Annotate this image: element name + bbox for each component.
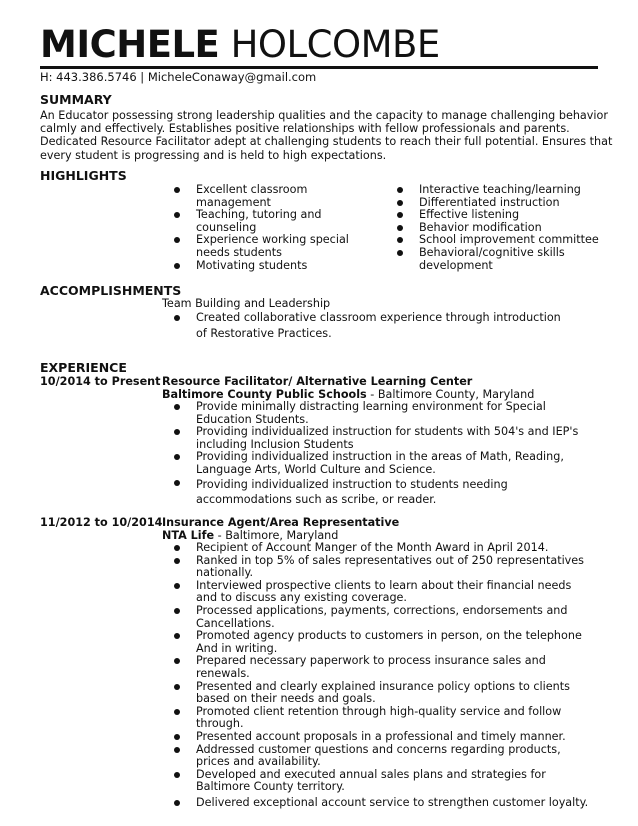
list-item: Created collaborative classroom experience through introduction of Restorative Practices. xyxy=(172,310,572,342)
list-item: Promoted agency products to customers in person, on the telephone And in writing. xyxy=(172,630,592,655)
job-title: Resource Facilitator/ Alternative Learning Center xyxy=(162,375,473,388)
bullet-icon xyxy=(174,747,180,753)
list-item: Interviewed prospective clients to learn about their financial needs and to discuss any existing coverage. xyxy=(172,580,592,605)
bullet-icon xyxy=(174,583,180,589)
list-item: Developed and executed annual sales plans and strategies for Baltimore County territory. xyxy=(172,769,592,794)
bullet-icon xyxy=(397,200,403,206)
bullet-icon xyxy=(174,187,180,193)
candidate-name xyxy=(40,24,440,66)
bullet-icon xyxy=(174,709,180,715)
bullet-icon xyxy=(174,633,180,639)
list-item: Presented and clearly explained insurance policy options to clients based on their needs and goals. xyxy=(172,681,592,706)
accomplishments-list xyxy=(172,310,572,342)
bullet-icon xyxy=(174,684,180,690)
job-duties-list xyxy=(172,542,592,809)
summary-line: calmly and effectively. Establishes positive relationships with fellow professionals and parents. xyxy=(40,122,570,136)
list-item: Recipient of Account Manger of the Month Award in April 2014. xyxy=(172,542,592,555)
bullet-icon xyxy=(174,558,180,564)
list-item: Providing individualized instruction to students needing accommodations such as scribe, or reader. xyxy=(172,477,592,507)
accomplishments-heading: ACCOMPLISHMENTS xyxy=(40,283,182,298)
bullet-icon xyxy=(174,545,180,551)
list-item: Differentiated instruction xyxy=(395,197,605,210)
bullet-icon xyxy=(397,225,403,231)
list-item: School improvement committee xyxy=(395,234,605,247)
bullet-icon xyxy=(174,212,180,218)
list-item: Addressed customer questions and concerns regarding products, prices and availability. xyxy=(172,744,592,769)
bullet-icon xyxy=(397,212,403,218)
summary-text xyxy=(40,109,613,162)
list-item: Presented account proposals in a professional and timely manner. xyxy=(172,731,592,744)
bullet-icon xyxy=(174,480,180,486)
highlights-list-right xyxy=(395,184,605,272)
summary-line: every student is progressing and is held to high expectations. xyxy=(40,148,387,162)
list-item: Teaching, tutoring and counseling xyxy=(172,209,372,234)
highlights-heading: HIGHLIGHTS xyxy=(40,168,127,183)
bullet-icon xyxy=(174,429,180,435)
job-dates: 10/2014 to Present xyxy=(40,375,161,388)
list-item: Providing individualized instruction for students with 504's and IEP's including Inclusion Students xyxy=(172,426,592,451)
list-item: Provide minimally distracting learning environment for Special Education Students. xyxy=(172,401,592,426)
bullet-icon xyxy=(174,263,180,269)
list-item: Interactive teaching/learning xyxy=(395,184,605,197)
list-item: Processed applications, payments, corrections, endorsements and Cancellations. xyxy=(172,605,592,630)
accomplishments-subheading: Team Building and Leadership xyxy=(162,297,331,310)
bullet-icon xyxy=(174,658,180,664)
list-item: Effective listening xyxy=(395,209,605,222)
list-item: Excellent classroom management xyxy=(172,184,372,209)
list-item: Delivered exceptional account service to strengthen customer loyalty. xyxy=(172,797,592,810)
job-title: Insurance Agent/Area Representative xyxy=(162,516,400,529)
first-name: MICHELE xyxy=(40,23,220,66)
job-duties-list xyxy=(172,401,592,507)
list-item: Providing individualized instruction in the areas of Math, Reading, Language Arts, World Culture and Science. xyxy=(172,451,592,476)
job-employer: NTA Life - Baltimore, Maryland xyxy=(162,529,339,542)
job-dates: 11/2012 to 10/2014 xyxy=(40,516,163,529)
job-employer: Baltimore County Public Schools - Baltimore County, Maryland xyxy=(162,388,535,401)
bullet-icon xyxy=(174,454,180,460)
bullet-icon xyxy=(174,608,180,614)
bullet-icon xyxy=(174,315,180,321)
bullet-icon xyxy=(174,404,180,410)
list-item: Promoted client retention through high-quality service and follow through. xyxy=(172,706,592,731)
bullet-icon xyxy=(174,800,180,806)
bullet-icon xyxy=(174,772,180,778)
bullet-icon xyxy=(397,187,403,193)
list-item: Experience working special needs students xyxy=(172,234,372,259)
list-item: Behavioral/cognitive skills development xyxy=(395,247,605,272)
bullet-icon xyxy=(174,734,180,740)
list-item: Ranked in top 5% of sales representatives out of 250 representatives nationally. xyxy=(172,555,592,580)
summary-line: An Educator possessing strong leadership qualities and the capacity to manage challenging behavior xyxy=(40,109,608,122)
last-name: HOLCOMBE xyxy=(230,23,440,66)
list-item: Prepared necessary paperwork to process insurance sales and renewals. xyxy=(172,655,592,680)
bullet-icon xyxy=(397,237,403,243)
bullet-icon xyxy=(174,237,180,243)
summary-heading: SUMMARY xyxy=(40,92,112,107)
highlights-list-left xyxy=(172,184,372,272)
experience-heading: EXPERIENCE xyxy=(40,360,127,375)
contact-info: H: 443.386.5746 | MicheleConaway@gmail.com xyxy=(40,70,317,84)
list-item: Behavior modification xyxy=(395,222,605,235)
header-divider xyxy=(40,66,598,69)
summary-line: Dedicated Resource Facilitator adept at challenging students to reach their full potential. Ensures that xyxy=(40,135,613,149)
list-item: Motivating students xyxy=(172,260,372,273)
bullet-icon xyxy=(397,250,403,256)
